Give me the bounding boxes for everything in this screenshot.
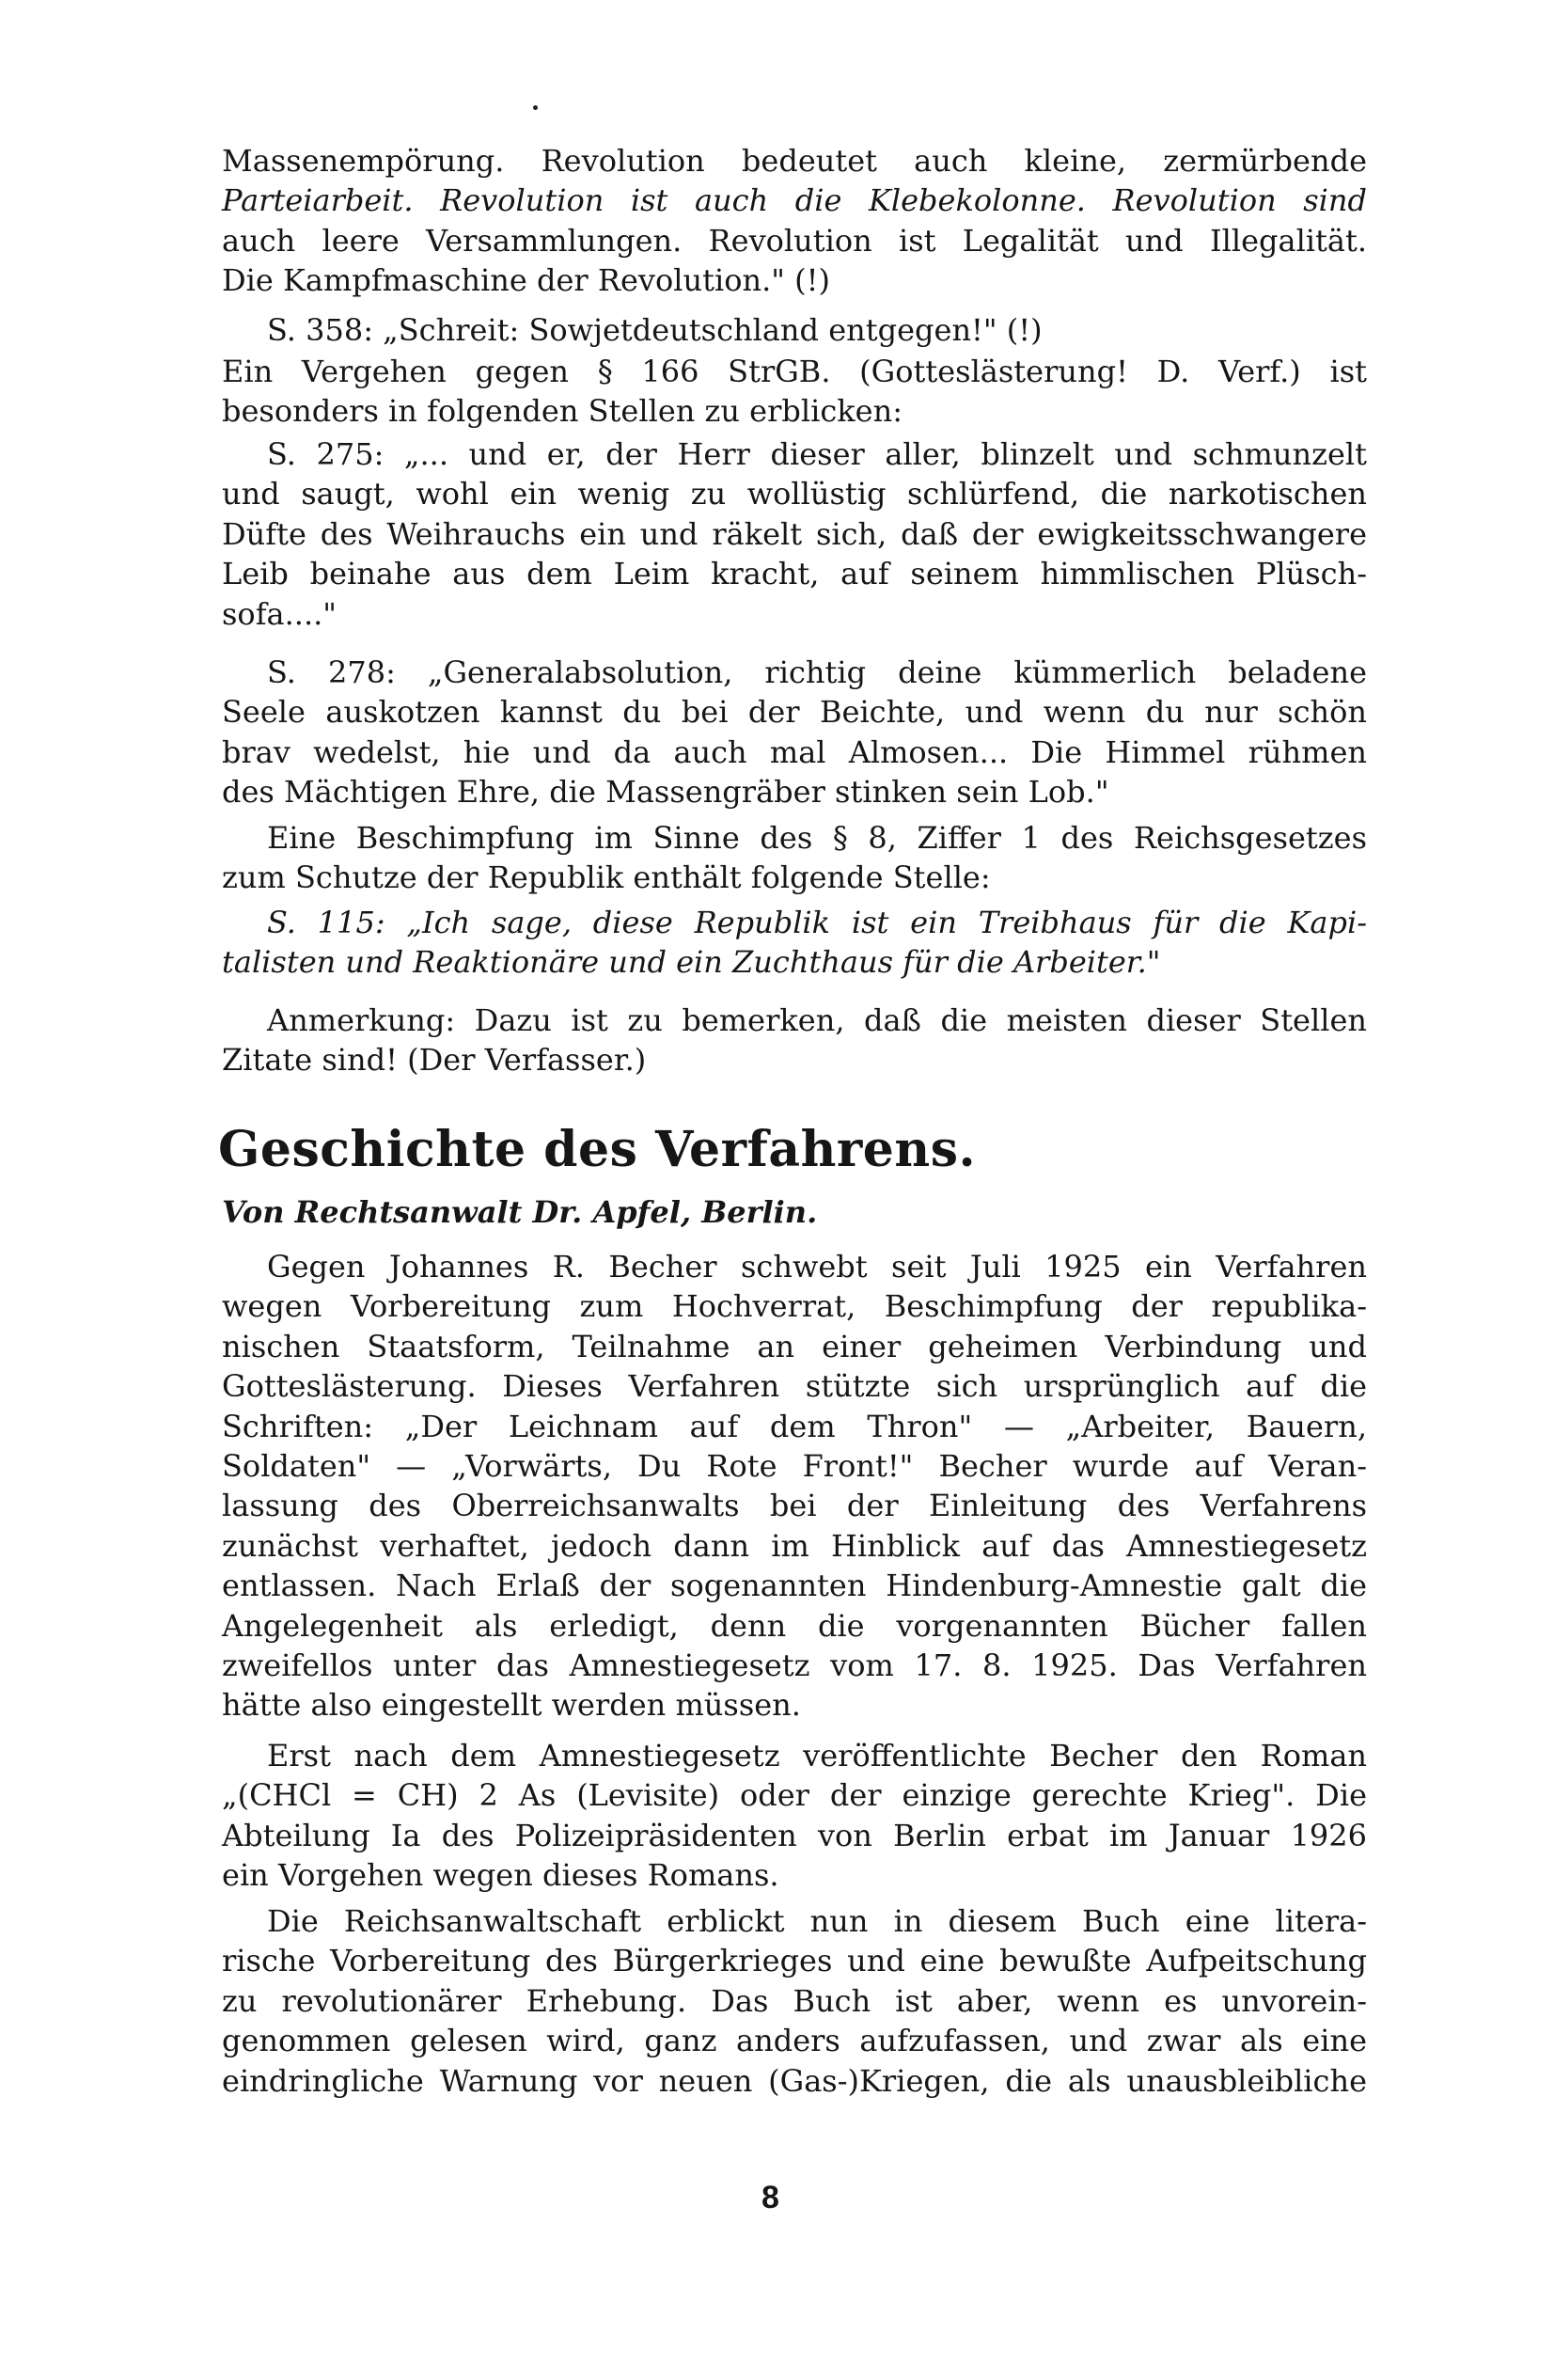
text-line: S. 275: „... und er, der Herr dieser aller, blinzelt und schmunzelt xyxy=(267,436,1367,472)
text-line: sofa...." xyxy=(222,595,337,632)
paragraph-vergehen xyxy=(222,352,1367,432)
text-line: Eine Beschimpfung im Sinne des § 8, Ziffer 1 des Reichsgesetzes xyxy=(267,820,1367,856)
print-speck xyxy=(533,105,538,110)
text-line: brav wedelst, hie und da auch mal Almosen... Die Himmel rühmen xyxy=(222,733,1367,770)
paragraph-anmerkung xyxy=(222,1001,1367,1080)
text-line: zunächst verhaftet, jedoch dann im Hinblick auf das Amnestiegesetz xyxy=(222,1527,1367,1564)
paragraph-reichsanwaltschaft xyxy=(222,1901,1367,2101)
text-line: Schriften: „Der Leichnam auf dem Thron" — „Arbeiter, Bauern, xyxy=(222,1408,1367,1444)
text-line: Erst nach dem Amnestiegesetz veröffentlichte Becher den Roman xyxy=(267,1738,1367,1773)
citation-s115 xyxy=(222,903,1367,983)
text-line: rische Vorbereitung des Bürgerkrieges und eine bewußte Aufpeitschung xyxy=(222,1943,1367,1979)
citation-s278 xyxy=(222,653,1367,812)
text-line: Soldaten" — „Vorwärts, Du Rote Front!" Becher wurde auf Veran- xyxy=(222,1448,1367,1485)
text-line: S. 278: „Generalabsolution, richtig deine kümmerlich beladene xyxy=(267,654,1367,690)
text-line: Ein Vergehen gegen § 166 StrGB. (Gotteslästerung! D. Verf.) ist xyxy=(222,354,1367,389)
paragraph-beschimpfung xyxy=(222,818,1367,898)
text-line: Die Reichsanwaltschaft erblickt nun in diesem Buch eine litera- xyxy=(267,1903,1367,1939)
text-line: des Mächtigen Ehre, die Massengräber stinken sein Lob." xyxy=(222,774,1109,811)
page-number: 8 xyxy=(761,2180,779,2215)
text-line: S. 115: „Ich sage, diese Republik ist ein Treibhaus für die Kapi- xyxy=(267,905,1367,940)
text-line: lassung des Oberreichsanwalts bei der Einleitung des Verfahrens xyxy=(222,1488,1367,1524)
text-line: „(CHCl = CH) 2 As (Levisite) oder der einzige gerechte Krieg". Die xyxy=(222,1777,1367,1814)
text-line: zum Schutze der Republik enthält folgende Stelle: xyxy=(222,859,991,896)
text-line: Gotteslästerung. Dieses Verfahren stützte sich ursprünglich auf die xyxy=(222,1368,1367,1405)
text-line: S. 358: „Schreit: Sowjetdeutschland entgegen!" (!) xyxy=(267,312,1043,348)
text-line: entlassen. Nach Erlaß der sogenannten Hindenburg-Amnestie galt die xyxy=(222,1568,1367,1604)
paragraph-roman xyxy=(222,1736,1367,1896)
text-line: zweifellos unter das Amnestiegesetz vom 17. 8. 1925. Das Verfahren xyxy=(222,1647,1367,1684)
text-line: Leib beinahe aus dem Leim kracht, auf seinem himmlischen Plüsch- xyxy=(222,556,1367,592)
text-line: genommen gelesen wird, ganz anders aufzufassen, und zwar als eine xyxy=(222,2023,1367,2059)
text-line: Angelegenheit als erledigt, denn die vorgenannten Bücher fallen xyxy=(222,1607,1367,1644)
text-line: talisten und Reaktionäre und ein Zuchthaus für die Arbeiter." xyxy=(222,944,1161,981)
text-line: und saugt, wohl ein wenig zu wollüstig schlürfend, die narkotischen xyxy=(222,476,1367,512)
text-line: Zitate sind! (Der Verfasser.) xyxy=(222,1042,647,1079)
text-line: Parteiarbeit. Revolution ist auch die Klebekolonne. Revolution sind xyxy=(222,182,1367,219)
text-line: besonders in folgenden Stellen zu erblicken: xyxy=(222,393,903,430)
text-line: Seele auskotzen kannst du bei der Beichte, und wenn du nur schön xyxy=(222,694,1367,731)
section-heading: Geschichte des Verfahrens. xyxy=(218,1121,977,1178)
text-line: Anmerkung: Dazu ist zu bemerken, daß die meisten dieser Stellen xyxy=(267,1002,1367,1038)
text-line: Düfte des Weihrauchs ein und räkelt sich, daß der ewigkeitsschwangere xyxy=(222,515,1367,552)
quote-continuation xyxy=(222,141,1367,301)
text-line: Gegen Johannes R. Becher schwebt seit Juli 1925 ein Verfahren xyxy=(267,1249,1367,1285)
text-line: Die Kampfmaschine der Revolution." (!) xyxy=(222,262,830,299)
paragraph-verfahren xyxy=(222,1247,1367,1726)
citation-s358 xyxy=(222,310,1367,350)
text-line: wegen Vorbereitung zum Hochverrat, Beschimpfung der republika- xyxy=(222,1288,1367,1325)
text-line: ein Vorgehen wegen dieses Romans. xyxy=(222,1857,779,1894)
text-line: hätte also eingestellt werden müssen. xyxy=(222,1687,801,1724)
text-line: Massenempörung. Revolution bedeutet auch kleine, zermürbende xyxy=(222,143,1367,179)
citation-s275 xyxy=(222,434,1367,634)
text-line: eindringliche Warnung vor neuen (Gas-)Kriegen, die als unausbleibliche xyxy=(222,2062,1367,2099)
text-line: zu revolutionärer Erhebung. Das Buch ist aber, wenn es unvorein- xyxy=(222,1982,1367,2019)
section-byline: Von Rechtsanwalt Dr. Apfel, Berlin. xyxy=(222,1194,818,1230)
text-line: Abteilung Ia des Polizeipräsidenten von Berlin erbat im Januar 1926 xyxy=(222,1817,1367,1853)
text-line: auch leere Versammlungen. Revolution ist Legalität und Illegalität. xyxy=(222,222,1367,259)
text-line: nischen Staatsform, Teilnahme an einer geheimen Verbindung und xyxy=(222,1328,1367,1364)
